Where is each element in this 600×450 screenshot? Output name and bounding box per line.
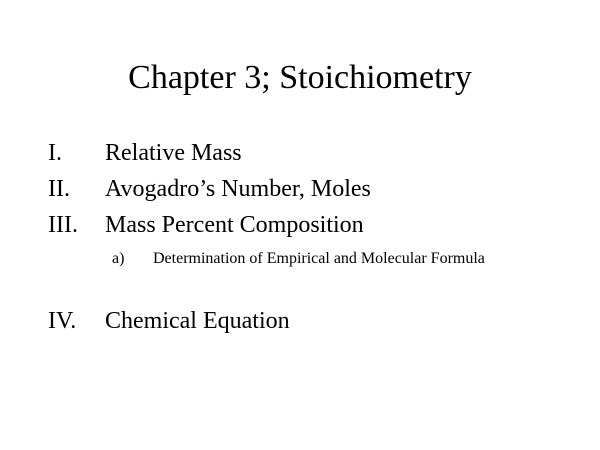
outline-item-label: Chemical Equation (105, 308, 290, 334)
outline-item-numeral: III. (48, 212, 78, 238)
outline-subitem-label: Determination of Empirical and Molecular Formula (153, 250, 485, 267)
slide-title: Chapter 3; Stoichiometry (128, 59, 472, 96)
outline-item-relative-mass (48, 138, 588, 168)
outline-item-label: Avogadro’s Number, Moles (105, 176, 371, 202)
outline-subitem-marker: a) (112, 250, 125, 267)
outline-item-mass-percent (48, 210, 588, 240)
outline-item-chemical-equation (48, 306, 588, 336)
outline-item-numeral: II. (48, 176, 70, 202)
outline-item-avogadro (48, 174, 588, 204)
outline-item-label: Relative Mass (105, 140, 242, 166)
outline-item-label: Mass Percent Composition (105, 212, 364, 238)
outline-item-numeral: IV. (48, 308, 77, 334)
outline-item-numeral: I. (48, 140, 62, 166)
